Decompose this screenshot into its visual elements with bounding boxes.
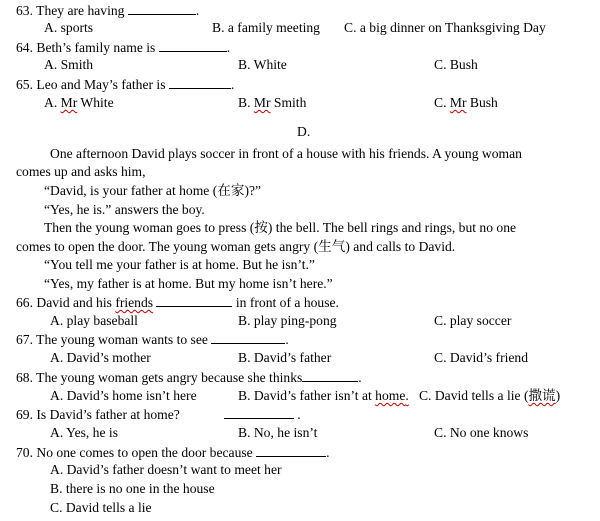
passage-line: “Yes, my father is at home. But my home isn’t here.” <box>44 276 333 291</box>
question-66-stem: 66. David and his friends in front of a house. <box>16 295 339 310</box>
q64-option-b: B. White <box>238 57 287 72</box>
passage-line: comes up and asks him, <box>16 164 146 179</box>
passage-line: “Yes, he is.” answers the boy. <box>44 202 205 217</box>
question-65-stem: 65. Leo and May’s father is . <box>16 77 235 92</box>
answer-blank[interactable] <box>302 369 358 382</box>
question-69-stem: 69. Is David’s father at home? . <box>16 407 301 422</box>
passage-line: “You tell me your father is at home. But he isn’t.” <box>44 257 315 272</box>
question-70-stem: 70. No one comes to open the door because . <box>16 445 330 460</box>
answer-blank[interactable] <box>169 76 231 89</box>
answer-blank[interactable] <box>256 444 326 457</box>
q70-option-a: A. David’s father doesn’t want to meet her <box>50 462 282 477</box>
q68-option-a: A. David’s home isn’t here <box>50 388 197 403</box>
q63-option-c: C. a big dinner on Thanksgiving Day <box>344 20 546 35</box>
q66-option-a: A. play baseball <box>50 313 138 328</box>
answer-blank[interactable] <box>128 2 196 15</box>
passage-line: Then the young woman goes to press (按) the bell. The bell rings and rings, but no one <box>44 220 517 235</box>
q64-option-c: C. Bush <box>434 57 478 72</box>
q65-option-b: B. Mr Smith <box>238 95 307 110</box>
answer-blank[interactable] <box>211 331 285 344</box>
q66-option-b: B. play ping-pong <box>238 313 337 328</box>
q63-option-a: A. sports <box>44 20 94 35</box>
section-d-heading: D. <box>297 124 311 139</box>
passage-line: One afternoon David plays soccer in front of a house with his friends. A young woman <box>50 146 522 161</box>
passage-line: comes to open the door. The young woman gets angry (生气) and calls to David. <box>16 239 456 254</box>
answer-blank[interactable] <box>156 294 232 307</box>
question-67-stem: 67. The young woman wants to see . <box>16 332 289 347</box>
question-63-stem: 63. They are having . <box>16 3 200 18</box>
q70-option-c: C. David tells a lie <box>50 500 152 515</box>
q67-option-b: B. David’s father <box>238 350 332 365</box>
q65-option-a: A. Mr White <box>44 95 114 110</box>
q67-option-a: A. David’s mother <box>50 350 151 365</box>
q69-option-c: C. No one knows <box>434 425 529 440</box>
passage-line: “David, is your father at home (在家)?” <box>44 183 262 198</box>
answer-blank[interactable] <box>224 406 294 419</box>
answer-blank[interactable] <box>159 39 227 52</box>
q68-option-b-and-c: B. David’s father isn’t at home. C. David tells a lie (撒谎) <box>238 388 561 403</box>
q69-option-b: B. No, he isn’t <box>238 425 318 440</box>
q70-option-b: B. there is no one in the house <box>50 481 215 496</box>
q65-option-c: C. Mr Bush <box>434 95 498 110</box>
q66-option-c: C. play soccer <box>434 313 512 328</box>
q69-option-a: A. Yes, he is <box>50 425 118 440</box>
q67-option-c: C. David’s friend <box>434 350 529 365</box>
q64-option-a: A. Smith <box>44 57 94 72</box>
q63-option-b: B. a family meeting <box>212 20 320 35</box>
question-68-stem: 68. The young woman gets angry because she thinks . <box>16 370 362 385</box>
question-64-stem: 64. Beth’s family name is . <box>16 40 231 55</box>
